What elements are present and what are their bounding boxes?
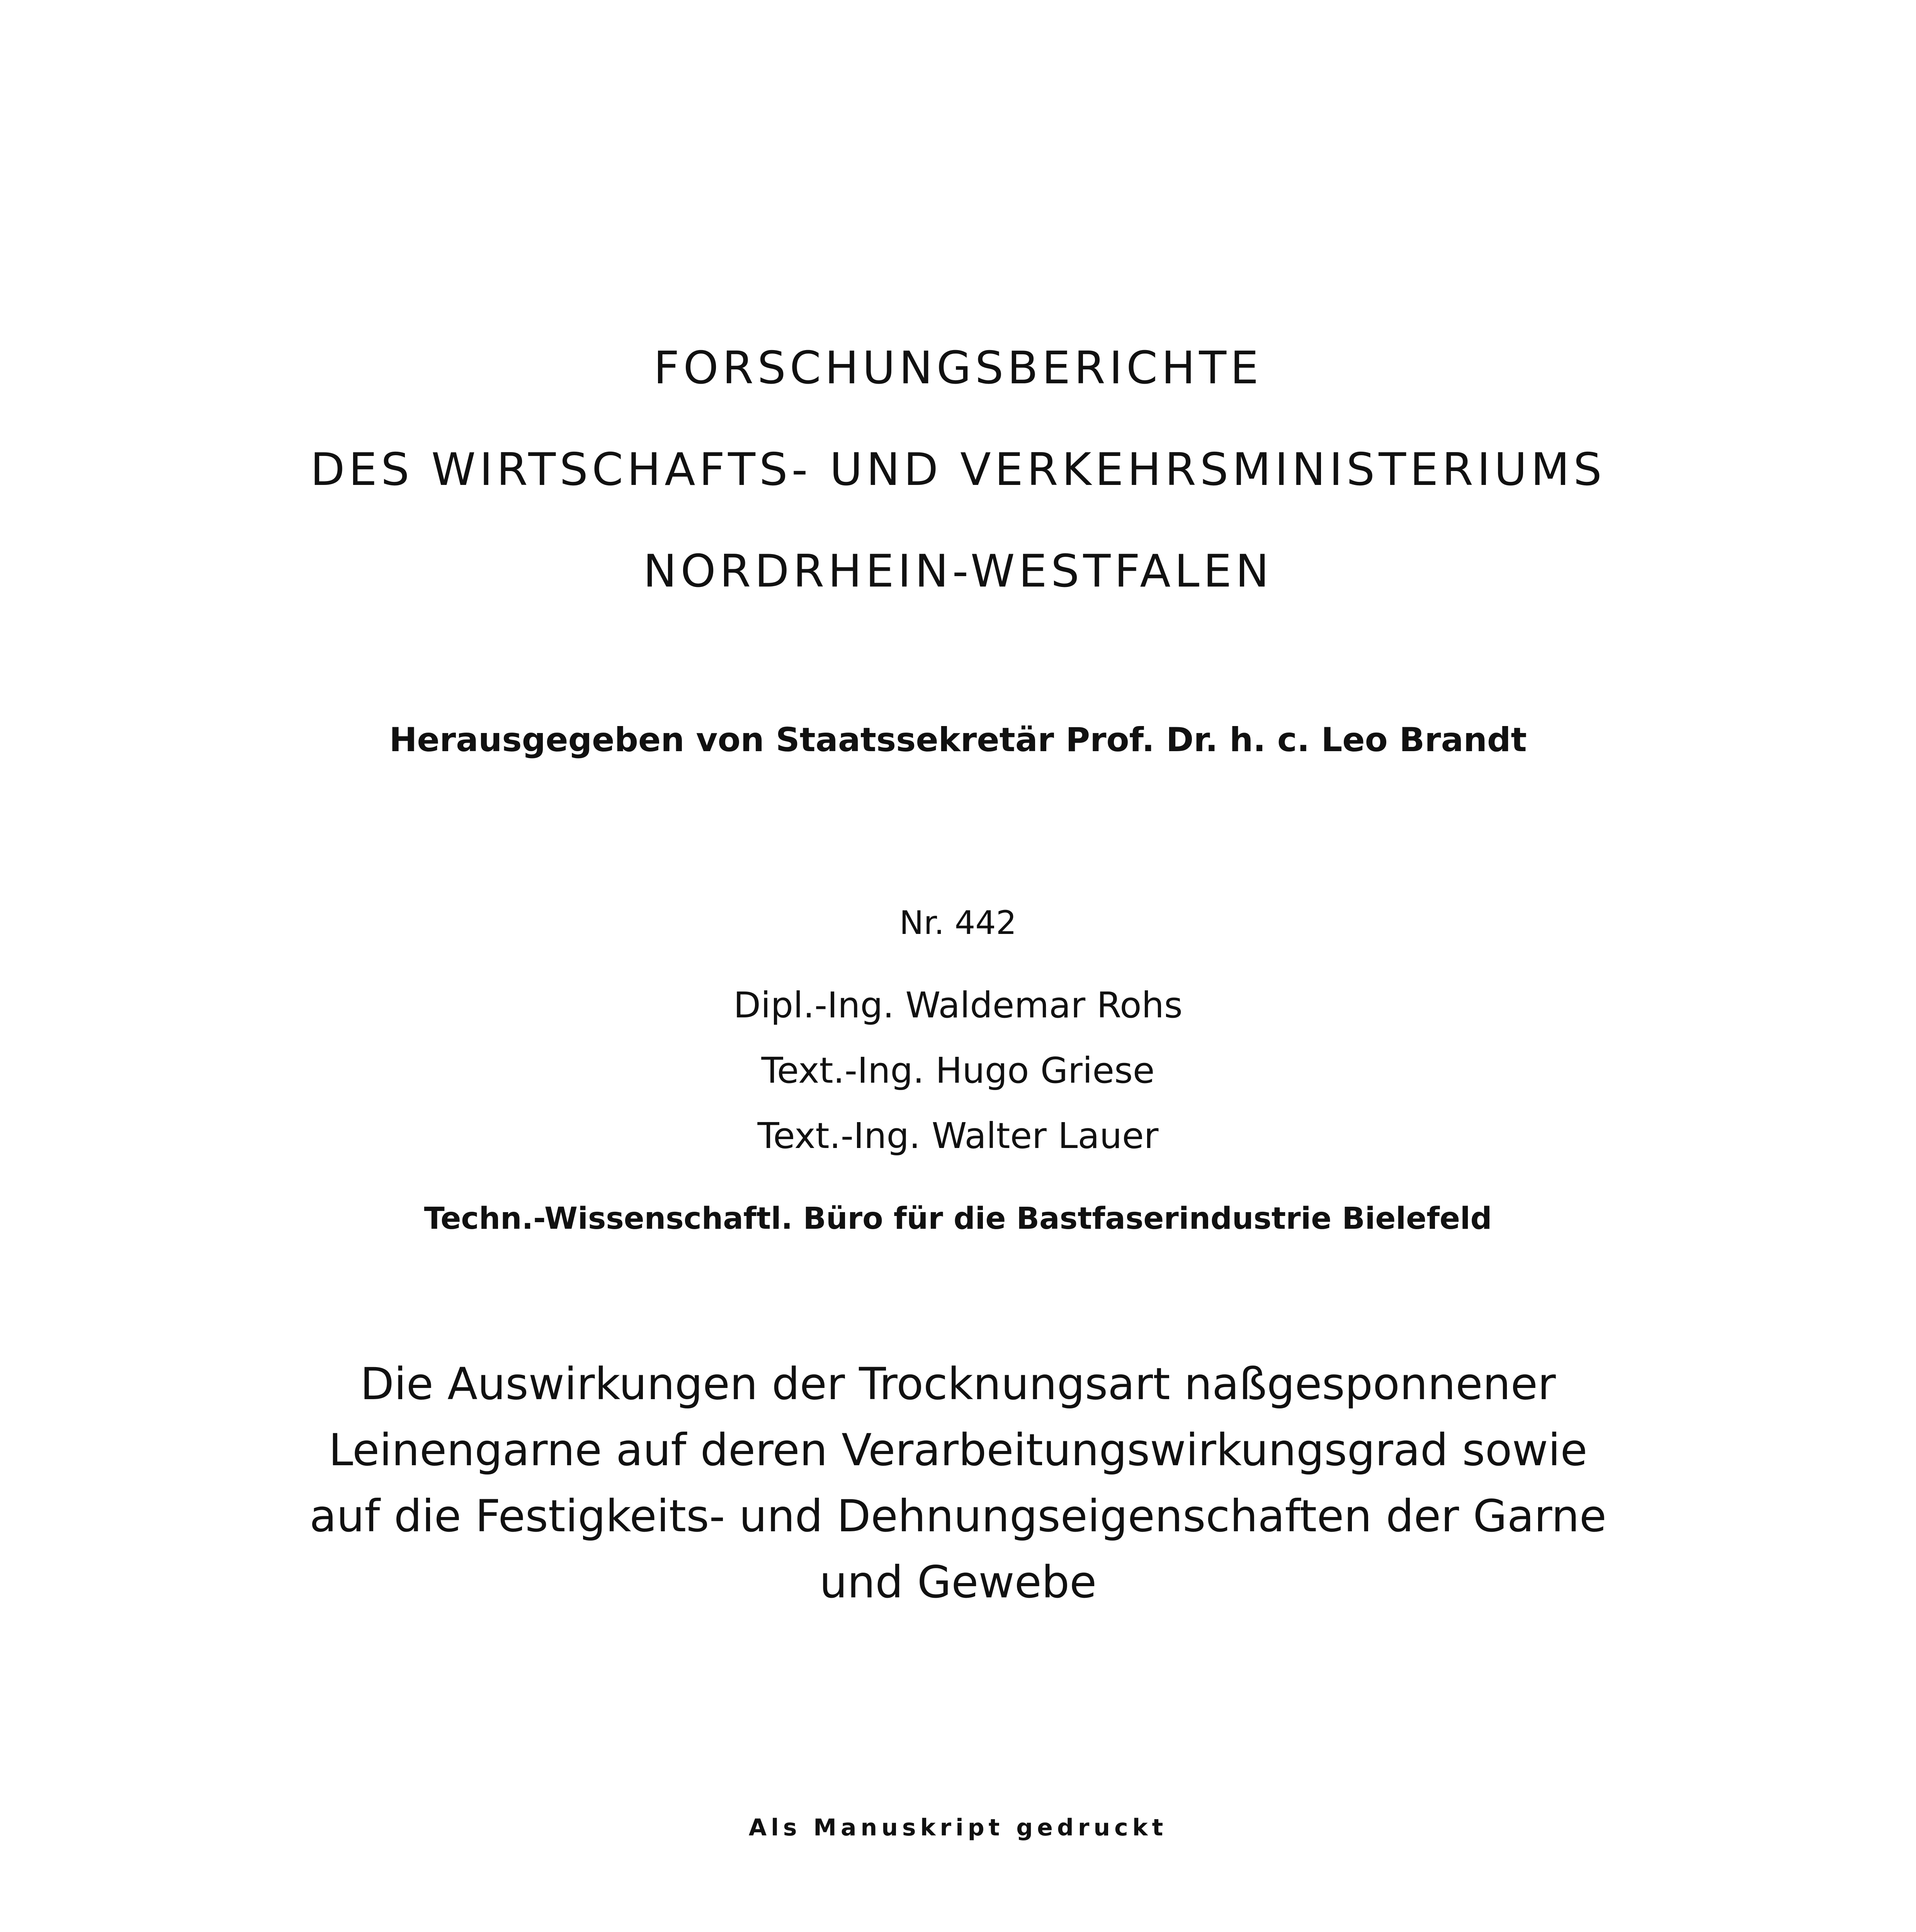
report-number: Nr. 442 bbox=[899, 904, 1017, 942]
author-1: Dipl.-Ing. Waldemar Rohs bbox=[733, 985, 1183, 1026]
editor-line: Herausgegeben von Staatssekretär Prof. Dr. h. c. Leo Brandt bbox=[389, 721, 1527, 759]
series-title-line-3: NORDRHEIN-WESTFALEN bbox=[643, 545, 1273, 597]
series-title-line-2: DES WIRTSCHAFTS- UND VERKEHRSMINISTERIUMS bbox=[310, 444, 1606, 496]
report-title-line-2: Leinengarne auf deren Verarbeitungswirkungsgrad sowie bbox=[328, 1424, 1588, 1476]
institute-line: Techn.-Wissenschaftl. Büro für die Bastfaserindustrie Bielefeld bbox=[424, 1201, 1492, 1236]
author-2: Text.-Ing. Hugo Griese bbox=[761, 1050, 1155, 1091]
report-title-line-3: auf die Festigkeits- und Dehnungseigenschaften der Garne bbox=[309, 1490, 1607, 1542]
report-title-line-1: Die Auswirkungen der Trocknungsart naßgesponnener bbox=[360, 1358, 1556, 1410]
manuscript-notice: Als Manuskript gedruckt bbox=[748, 1814, 1168, 1841]
report-title-line-4: und Gewebe bbox=[819, 1556, 1097, 1608]
author-3: Text.-Ing. Walter Lauer bbox=[757, 1115, 1159, 1156]
series-title-line-1: FORSCHUNGSBERICHTE bbox=[653, 342, 1263, 394]
